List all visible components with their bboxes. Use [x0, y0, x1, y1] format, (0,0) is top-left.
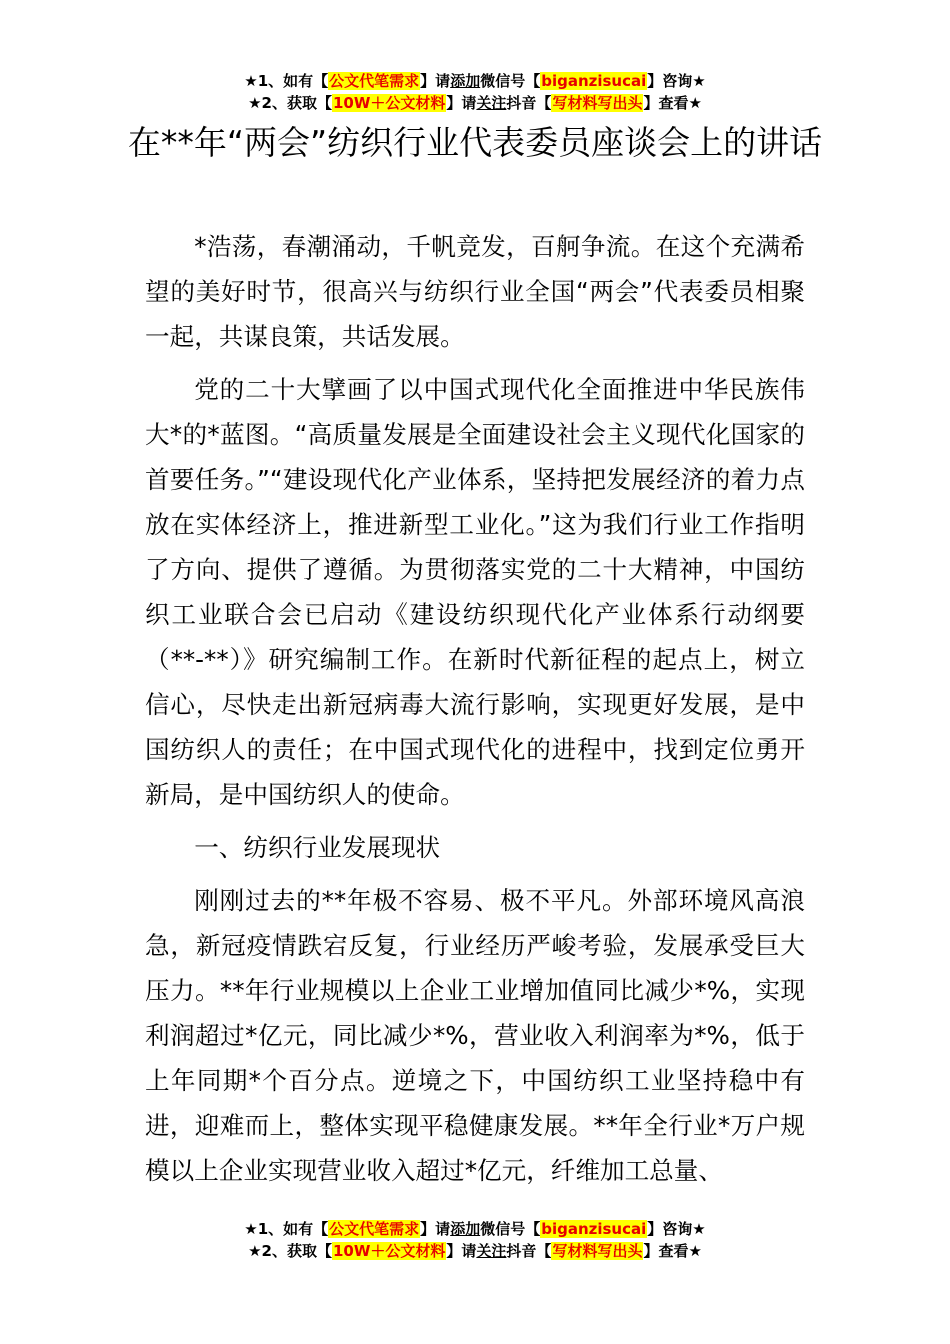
promo-text: 抖音【 — [506, 94, 552, 112]
promo-text: 】请 — [420, 1220, 451, 1238]
promo-highlight: 10W＋公文材料 — [332, 1242, 446, 1260]
document-title: 在**年“两会”纺织行业代表委员座谈会上的讲话 — [127, 123, 823, 162]
promo-text: 】查看★ — [643, 1242, 702, 1260]
promo-underlined: 关注 — [476, 94, 507, 112]
promo-underlined: 添加 — [450, 1220, 481, 1238]
section-heading: 一、纺织行业发展现状 — [194, 833, 441, 862]
paragraph-background: 党的二十大擘画了以中国式现代化全面推进中华民族伟大*的*蓝图。“高质量发展是全面建设社会主义现代化国家的首要任务。”“建设现代化产业体系，坚持把发展经济的着力点放在实体经济上，推进新型工业化。”这为我们行业工作指明了方向、提供了遵循。为贯彻落实党的二十大精神，中国纺织工业联合会已启动《建设纺织现代化产业体系行动纲要（**-**）》研究编制工作。在新时代新征程的起点上，树立信心，尽快走出新冠病毒大流行影响，实现更好发展，是中国纺织人的责任；在中国式现代化的进程中，找到定位勇开新局，是中国纺织人的使命。 — [145, 375, 805, 809]
promo-line-1 — [0, 70, 950, 92]
promo-text: 】咨询★ — [647, 72, 706, 90]
promo-text: 】查看★ — [643, 94, 702, 112]
promo-text: 抖音【 — [506, 1242, 552, 1260]
promo-underlined: 添加 — [450, 72, 481, 90]
promo-text: ★1、如有【 — [244, 72, 329, 90]
promo-text: ★1、如有【 — [244, 1220, 329, 1238]
promo-text: 】请 — [446, 1242, 477, 1260]
bottom-promo-banner — [0, 1218, 950, 1262]
paragraph-status: 刚刚过去的**年极不容易、极不平凡。外部环境风高浪急，新冠疫情跌宕反复，行业经历严峻考验，发展承受巨大压力。**年行业规模以上企业工业增加值同比减少*%，实现利润超过*亿元，同比减少*%，营业收入利润率为*%，低于上年同期*个百分点。逆境之下，中国纺织工业坚持稳中有进，迎难而上，整体实现平稳健康发展。**年全行业*万户规模以上企业实现营业收入超过*亿元，纤维加工总量、 — [145, 886, 805, 1185]
promo-text: ★2、获取【 — [248, 94, 332, 112]
promo-line-1 — [0, 1218, 950, 1240]
promo-text: 微信号【 — [480, 1220, 541, 1238]
promo-line-2 — [0, 1240, 950, 1262]
promo-text: ★2、获取【 — [248, 1242, 332, 1260]
promo-highlight: 写材料写出头 — [552, 1242, 643, 1260]
promo-highlight: 公文代笔需求 — [329, 72, 420, 90]
promo-text: 】咨询★ — [647, 1220, 706, 1238]
promo-underlined: 关注 — [476, 1242, 507, 1260]
promo-line-2 — [0, 92, 950, 114]
promo-highlight: biganzisucai — [541, 72, 647, 90]
paragraph-intro: *浩荡，春潮涌动，千帆竞发，百舸争流。在这个充满希望的美好时节，很高兴与纺织行业全国“两会”代表委员相聚一起，共谋良策，共话发展。 — [145, 232, 805, 351]
promo-highlight: 写材料写出头 — [552, 94, 643, 112]
promo-text: 】请 — [420, 72, 451, 90]
promo-text: 】请 — [446, 94, 477, 112]
document-body — [145, 224, 805, 1201]
promo-highlight: 10W＋公文材料 — [332, 94, 446, 112]
top-promo-banner — [0, 70, 950, 114]
promo-highlight: 公文代笔需求 — [329, 1220, 420, 1238]
promo-highlight: biganzisucai — [541, 1220, 647, 1238]
promo-text: 微信号【 — [480, 72, 541, 90]
